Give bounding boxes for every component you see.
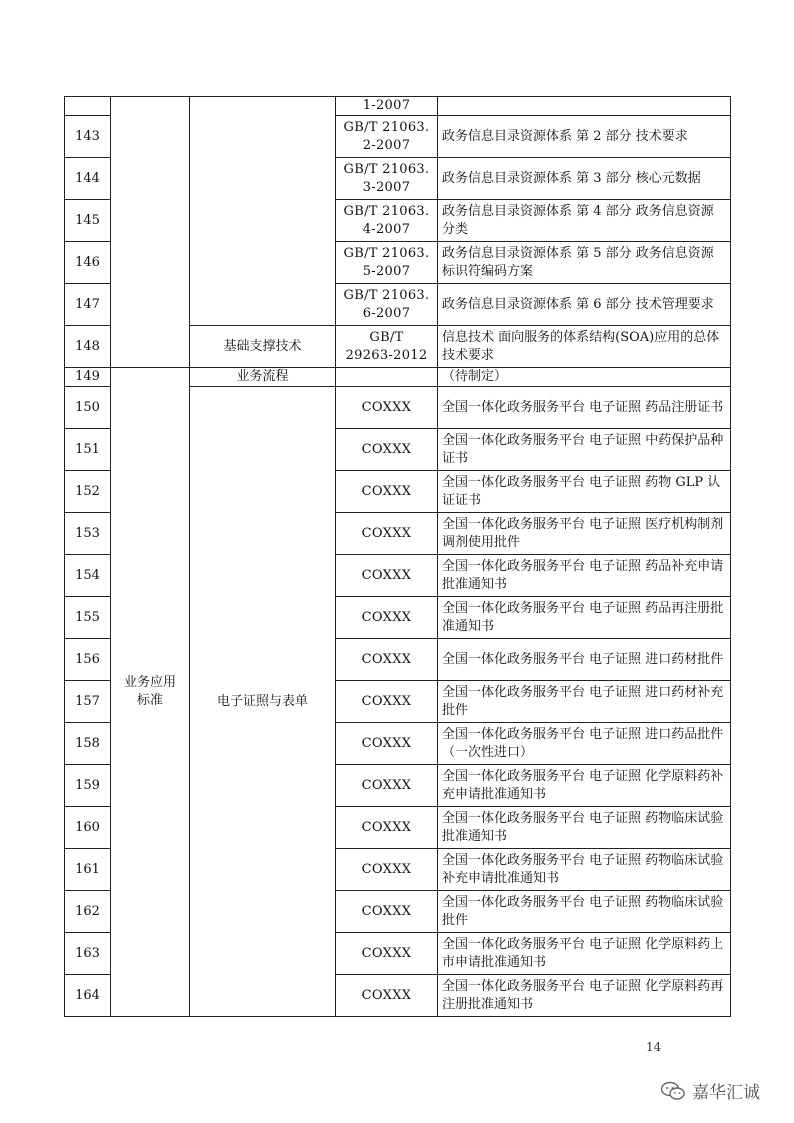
row-number: 143 [65, 116, 111, 158]
row-number [65, 97, 111, 116]
standard-name: 全国一体化政务服务平台 电子证照 医疗机构制剂调剂使用批件 [438, 513, 731, 555]
watermark [660, 1078, 760, 1103]
category-label [111, 368, 190, 1017]
row-number: 151 [65, 429, 111, 471]
table-row [65, 368, 731, 387]
table-row [65, 97, 731, 116]
standard-code: COXXX [336, 975, 438, 1017]
row-number: 153 [65, 513, 111, 555]
standard-name: 全国一体化政务服务平台 电子证照 化学原料药再注册批准通知书 [438, 975, 731, 1017]
standard-code: GB/T 21063. 6-2007 [336, 284, 438, 326]
standard-code: COXXX [336, 849, 438, 891]
standard-code: 1-2007 [336, 97, 438, 116]
standard-name [438, 97, 731, 116]
standard-name: 政务信息目录资源体系 第 5 部分 政务信息资源标识符编码方案 [438, 242, 731, 284]
row-number: 157 [65, 681, 111, 723]
watermark-text: 嘉华汇诚 [692, 1083, 760, 1103]
standards-table [64, 96, 731, 1017]
standard-code: COXXX [336, 471, 438, 513]
standard-code: COXXX [336, 387, 438, 429]
standard-name: 全国一体化政务服务平台 电子证照 化学原料药补充申请批准通知书 [438, 765, 731, 807]
page-number: 14 [646, 1040, 662, 1054]
standard-name: 政务信息目录资源体系 第 6 部分 技术管理要求 [438, 284, 731, 326]
standard-code: COXXX [336, 933, 438, 975]
row-number: 147 [65, 284, 111, 326]
standard-name: 全国一体化政务服务平台 电子证照 进口药品批件（一次性进口） [438, 723, 731, 765]
standard-code: COXXX [336, 807, 438, 849]
standard-name: 全国一体化政务服务平台 电子证照 药品补充申请批准通知书 [438, 555, 731, 597]
row-number: 163 [65, 933, 111, 975]
wechat-icon [660, 1081, 686, 1101]
standard-name: 全国一体化政务服务平台 电子证照 进口药材批件 [438, 639, 731, 681]
category-text: 业务应用标准 [123, 675, 176, 708]
row-number: 164 [65, 975, 111, 1017]
row-number: 152 [65, 471, 111, 513]
row-number: 161 [65, 849, 111, 891]
standard-code: COXXX [336, 513, 438, 555]
row-number: 148 [65, 326, 111, 368]
subcategory-label: 电子证照与表单 [190, 387, 336, 1017]
row-number: 149 [65, 368, 111, 387]
standard-code: GB/T 29263-2012 [336, 326, 438, 368]
standard-name: 信息技术 面向服务的体系结构(SOA)应用的总体技术要求 [438, 326, 731, 368]
standard-name: 全国一体化政务服务平台 电子证照 进口药材补充批件 [438, 681, 731, 723]
standard-name: 全国一体化政务服务平台 电子证照 药物临床试验补充申请批准通知书 [438, 849, 731, 891]
row-number: 155 [65, 597, 111, 639]
standard-code: COXXX [336, 597, 438, 639]
standard-code: COXXX [336, 765, 438, 807]
subcategory-label: 基础支撑技术 [190, 326, 336, 368]
standard-name: 全国一体化政务服务平台 电子证照 药品再注册批准通知书 [438, 597, 731, 639]
standard-code: GB/T 21063. 5-2007 [336, 242, 438, 284]
standard-name: 政务信息目录资源体系 第 3 部分 核心元数据 [438, 158, 731, 200]
standard-name: 全国一体化政务服务平台 电子证照 中药保护品种证书 [438, 429, 731, 471]
standard-code: GB/T 21063. 4-2007 [336, 200, 438, 242]
standard-code [336, 368, 438, 387]
row-number: 145 [65, 200, 111, 242]
row-number: 154 [65, 555, 111, 597]
standard-name: 全国一体化政务服务平台 电子证照 药物临床试验批件 [438, 891, 731, 933]
category-cell-blank [111, 97, 190, 368]
standard-name: 政务信息目录资源体系 第 4 部分 政务信息资源分类 [438, 200, 731, 242]
standard-code: COXXX [336, 639, 438, 681]
row-number: 158 [65, 723, 111, 765]
standard-code: GB/T 21063. 2-2007 [336, 116, 438, 158]
standard-name: 全国一体化政务服务平台 电子证照 药物 GLP 认证证书 [438, 471, 731, 513]
standard-name: 政务信息目录资源体系 第 2 部分 技术要求 [438, 116, 731, 158]
standard-name: 全国一体化政务服务平台 电子证照 化学原料药上市申请批准通知书 [438, 933, 731, 975]
row-number: 156 [65, 639, 111, 681]
row-number: 144 [65, 158, 111, 200]
row-number: 159 [65, 765, 111, 807]
subcategory-label: 业务流程 [190, 368, 336, 387]
standard-code: COXXX [336, 681, 438, 723]
standard-code: COXXX [336, 555, 438, 597]
subcategory-cell-blank [190, 97, 336, 326]
row-number: 160 [65, 807, 111, 849]
standard-name: 全国一体化政务服务平台 电子证照 药品注册证书 [438, 387, 731, 429]
standard-name: 全国一体化政务服务平台 电子证照 药物临床试验批准通知书 [438, 807, 731, 849]
row-number: 150 [65, 387, 111, 429]
standard-code: COXXX [336, 891, 438, 933]
row-number: 146 [65, 242, 111, 284]
standard-code: COXXX [336, 723, 438, 765]
standard-code: GB/T 21063. 3-2007 [336, 158, 438, 200]
standard-name: （待制定） [438, 368, 731, 387]
standard-code: COXXX [336, 429, 438, 471]
row-number: 162 [65, 891, 111, 933]
